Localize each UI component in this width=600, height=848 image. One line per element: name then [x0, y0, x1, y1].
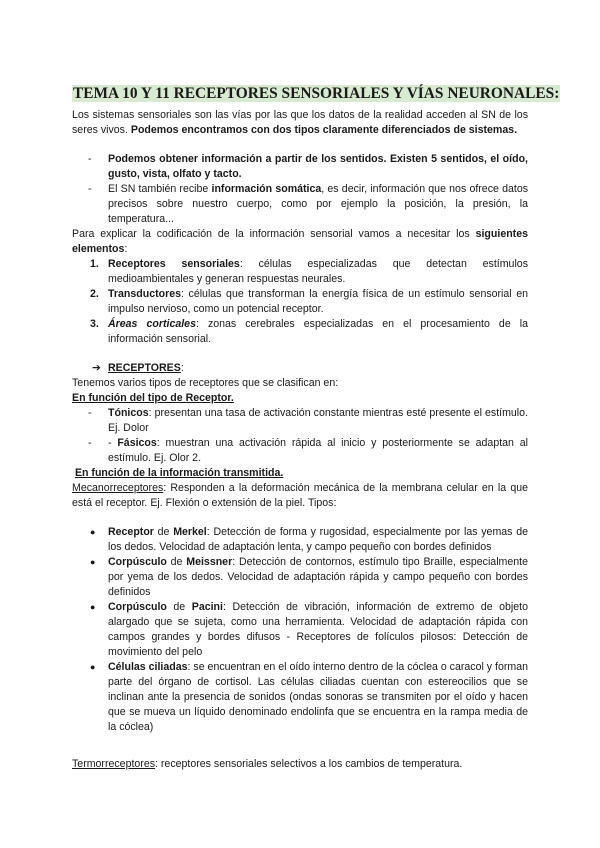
list-item: - - Fásicos: muestran una activación rápida al inicio y posteriormente se adaptan al estímulo. Ej. Olor 2.: [88, 437, 528, 464]
subheading-by-info: En función de la información transmitida.: [74, 467, 284, 479]
document-page: [72, 84, 560, 772]
bullet-icon: ●: [90, 602, 96, 612]
section-heading-receptores: ➔ RECEPTORES:: [92, 362, 184, 374]
bullet-icon: ●: [90, 662, 96, 672]
intro-paragraph: Los sistemas sensoriales son las vías por las que los datos de la realidad acceden al SN de los seres vivos. Podemos encontramos con dos tipos claramente diferenciados de sistemas.: [72, 109, 528, 136]
subheading-by-type: En función del tipo de Receptor.: [72, 392, 234, 404]
list-item: - Podemos obtener información a partir de los sentidos. Existen 5 sentidos, el oído, gusto, vista, olfato y tacto.: [88, 153, 528, 180]
arrow-icon: ➔: [92, 362, 101, 374]
termo-paragraph: Termorreceptores: receptores sensoriales selectivos a los cambios de temperatura.: [72, 758, 463, 770]
numbered-item: 2. Transductores: células que transforman la energía física de un estímulo sensorial en impulso nervioso, como un potencial receptor.: [90, 288, 528, 315]
list-item: ● Corpúsculo de Pacini: Detección de vibración, información de extremo de objeto alargado que se sujeta, como una herramienta. Velocidad de adaptación rápida con campos grandes y bordes difusos - Receptores de folículos pilosos: Detección de movimiento del pelo: [90, 601, 528, 658]
mecano-paragraph: Mecanorreceptores: Responden a la deformación mecánica de la membrana celular en la que está el receptor. Ej. Flexión o extensión de la piel. Tipos:: [72, 482, 528, 509]
numbered-item: 3. Áreas corticales: zonas cerebrales especializadas en el procesamiento de la información sensorial.: [90, 318, 529, 345]
list-item: ● Células ciliadas: se encuentran en el oído interno dentro de la cóclea o caracol y forman parte del órgano de cortisol. Las células ciliadas cuentan con estereocilios que se inclinan ante la presencia de sonidos (ondas sonoras se transmiten por el oído y hacen que se mueva un líquido denominado endolinfa que se encuentra en la rampa media de la cóclea): [90, 661, 529, 733]
list-item: ● Receptor de Merkel: Detección de forma y rugosidad, especialmente por las yemas de los dedos. Velocidad de adaptación lenta, y campo pequeño con bordes definidos: [90, 526, 528, 553]
bullet-icon: ●: [90, 527, 96, 537]
receptores-intro: Tenemos varios tipos de receptores que se clasifican en:: [72, 377, 339, 389]
codification-paragraph: Para explicar la codificación de la información sensorial vamos a necesitar los siguientes elementos:: [72, 228, 528, 255]
page-title: TEMA 10 Y 11 RECEPTORES SENSORIALES Y VÍAS NEURONALES:: [73, 85, 560, 102]
list-item: - Tónicos: presentan una tasa de activación constante mientras esté presente el estímulo. Ej. Dolor: [88, 407, 528, 434]
numbered-item: 1. Receptores sensoriales: células especializadas que detectan estímulos medioambientales y generan respuestas neurales.: [90, 258, 528, 285]
bullet-icon: ●: [90, 557, 96, 567]
list-item: - El SN también recibe información somática, es decir, información que nos ofrece datos precisos sobre nuestro cuerpo, como por ejemplo la posición, la presión, la temperatura...: [88, 183, 529, 225]
list-item: ● Corpúsculo de Meissner: Detección de contornos, estímulo tipo Braille, especialmente por yema de los dedos. Velocidad de adaptación rápida y campo pequeño con bordes definidos: [90, 556, 528, 598]
